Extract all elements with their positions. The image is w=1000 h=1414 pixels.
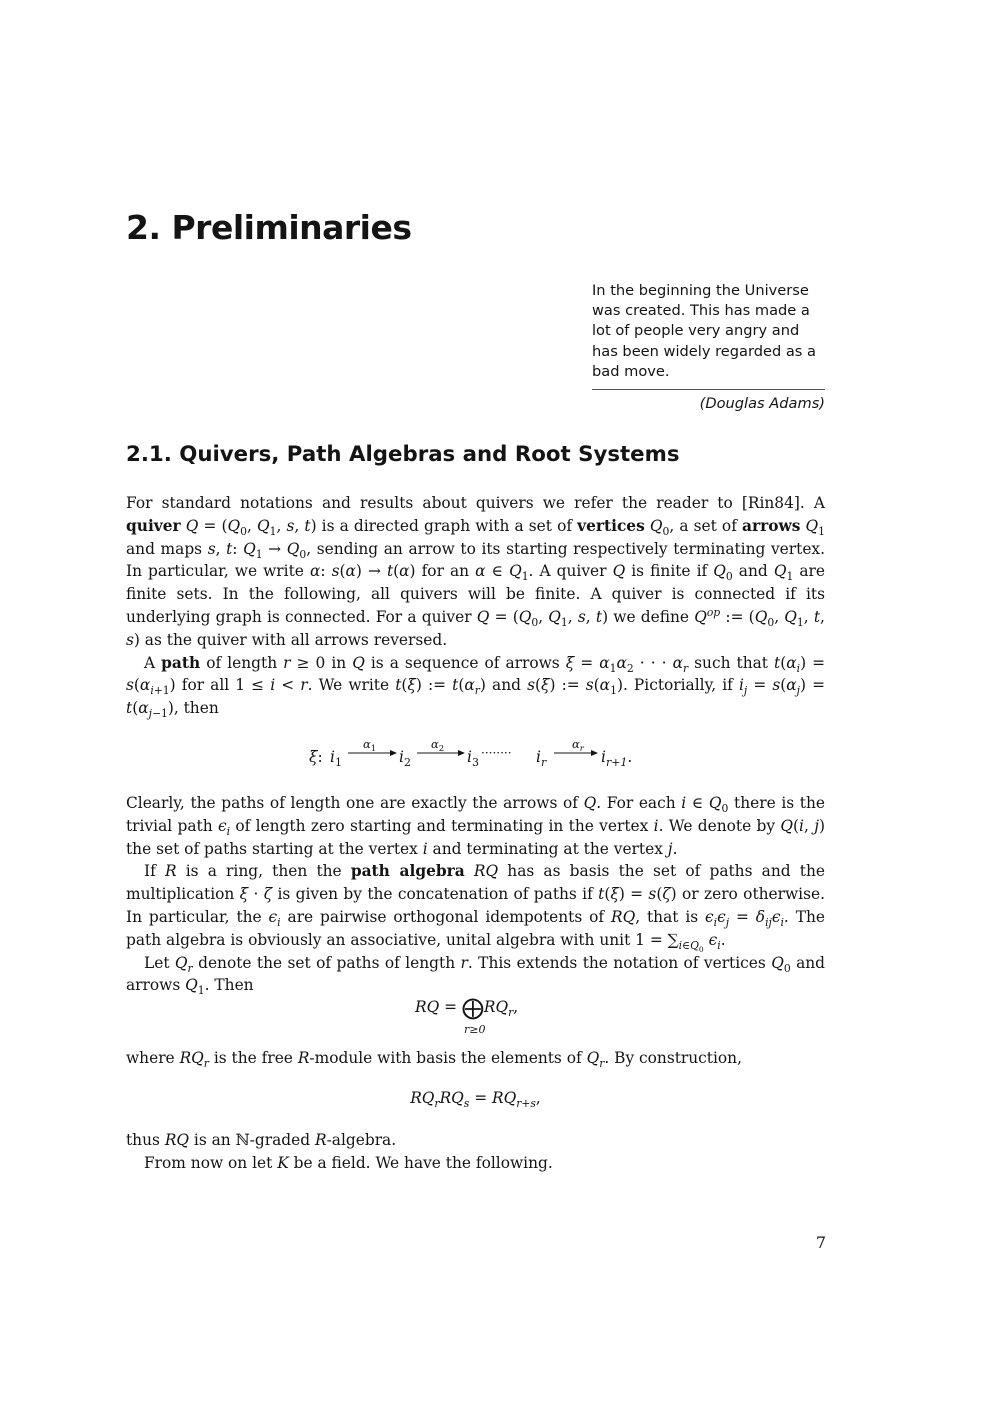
- epigraph: [592, 281, 825, 414]
- direct-sum-operator: ⨁: [461, 996, 484, 1021]
- path-node-1: $i_1$: [330, 748, 342, 769]
- body-text-block-4: [126, 1129, 825, 1175]
- chapter-title: 2. Preliminaries: [126, 208, 412, 247]
- epigraph-attribution: (Douglas Adams): [699, 395, 825, 413]
- path-arrow-2-label: $\alpha_2$: [431, 737, 445, 754]
- paragraph-path-definition: A path of length r ≥ 0 in Q is a sequence of arrows $\xi = \alpha_1\alpha_2$ · · · $\alpha_r$ such that $t(\alpha_i) = s(\alpha_{i+1})$ for all 1 ≤ i < r. We write t(ξ) := $t(\alpha_r)$ and s(ξ) := $s(\alpha_1)$. Pictorially, if $i_j = s(\alpha_j) = t(\alpha_{j-1})$, then: [126, 653, 826, 721]
- product-sub-1: r: [434, 1097, 440, 1111]
- path-xi: ξ:: [309, 748, 323, 766]
- epigraph-quote: In the beginning the Universe was created. This has made a lot of people very angry and has been widely regarded as a bad move.: [592, 282, 816, 380]
- direct-sum-rhs: RQ: [483, 998, 509, 1016]
- path-node-r: $i_r$: [536, 748, 547, 769]
- paragraph-free-module: where $RQ_r$ is the free R-module with basis the elements of $Q_r$. By construction,: [126, 1049, 742, 1071]
- direct-sum-lhs: RQ =: [415, 998, 457, 1016]
- direct-sum-end: ,: [513, 998, 519, 1016]
- path-diagram: [126, 735, 825, 775]
- section-title: 2.1. Quivers, Path Algebras and Root Systems: [126, 442, 680, 467]
- direct-sum-rhs-sub: r: [508, 1006, 514, 1020]
- path-node-3: $i_3$: [467, 748, 479, 769]
- path-dots: ········: [481, 746, 512, 760]
- body-text-block-1: [126, 492, 825, 720]
- direct-sum-index: r≥0: [464, 1023, 486, 1036]
- paragraph-path-algebra: If R is a ring, then the path algebra RQ has as basis the set of paths and the multiplication ξ · ζ is given by the concatenation of paths if t(ξ) = s(ζ) or zero otherwise. In particular, the $\epsilon_i$ are pairwise orthogonal idempotents of RQ, that is $\epsilon_i\epsilon_j = \delta_{ij}\epsilon_i$. The path algebra is obviously an associative, unital algebra with unit $1 = \sum_{i\in Q_0}$ $\epsilon_i$.: [126, 862, 825, 955]
- path-arrow-1-label: $\alpha_1$: [363, 737, 377, 754]
- product-term-2: RQ: [439, 1089, 464, 1107]
- path-diagram-svg: [126, 735, 825, 771]
- body-text-block-2: [126, 792, 825, 997]
- page-number: 7: [815, 1233, 826, 1252]
- product-sub-3: r+s: [516, 1097, 536, 1111]
- product-end: ,: [535, 1089, 541, 1107]
- product-rhs: = RQ: [469, 1089, 517, 1107]
- paragraph-trivial-paths: Clearly, the paths of length one are exactly the arrows of Q. For each i ∈ $Q_0$ there is the trivial path $\epsilon_i$ of length zero starting and terminating in the vertex i. We denote by Q(i, j) the set of paths starting at the vertex i and terminating at the vertex j.: [126, 794, 825, 858]
- paragraph-quiver-definition: For standard notations and results about quivers we refer the reader to [Rin84]. A quiver $Q = (Q_0$, $Q_1$, s, t) is a directed graph with a set of vertices $Q_0$, a set of arrows $Q_1$ and maps s, t: $Q_1 \to Q_0$, sending an arrow to its starting respectively terminating vertex. In particular, we write α: s(α) → t(α) for an α ∈ $Q_1$. A quiver Q is finite if $Q_0$ and $Q_1$ are finite sets. In the following, all quivers will be finite. A quiver is connected if its underlying graph is connected. For a quiver $Q = (Q_0$, $Q_1$, s, t) we define $Q^{op}$ := ($Q_0$, $Q_1$, t, s) as the quiver with all arrows reversed.: [126, 494, 825, 649]
- paragraph-graded-algebra: thus RQ is an ℕ-graded R-algebra.: [126, 1131, 397, 1149]
- direct-sum-formula: [415, 996, 518, 1021]
- product-term-1: RQ: [410, 1089, 435, 1107]
- product-sub-2: s: [463, 1097, 470, 1111]
- path-node-last: $i_{r+1}$.: [601, 748, 633, 769]
- paragraph-grading: Let $Q_r$ denote the set of paths of length r. This extends the notation of vertices $Q_0$ and arrows $Q_1$. Then: [126, 953, 826, 998]
- product-display: [126, 1089, 825, 1111]
- direct-sum-display: [126, 996, 825, 1042]
- path-arrow-r-label: $\alpha_r$: [572, 737, 584, 754]
- paragraph-field: From now on let K be a field. We have the following.: [144, 1153, 553, 1172]
- epigraph-rule: [592, 389, 825, 390]
- path-node-2: $i_2$: [399, 748, 411, 769]
- body-text-block-3: [126, 1047, 825, 1070]
